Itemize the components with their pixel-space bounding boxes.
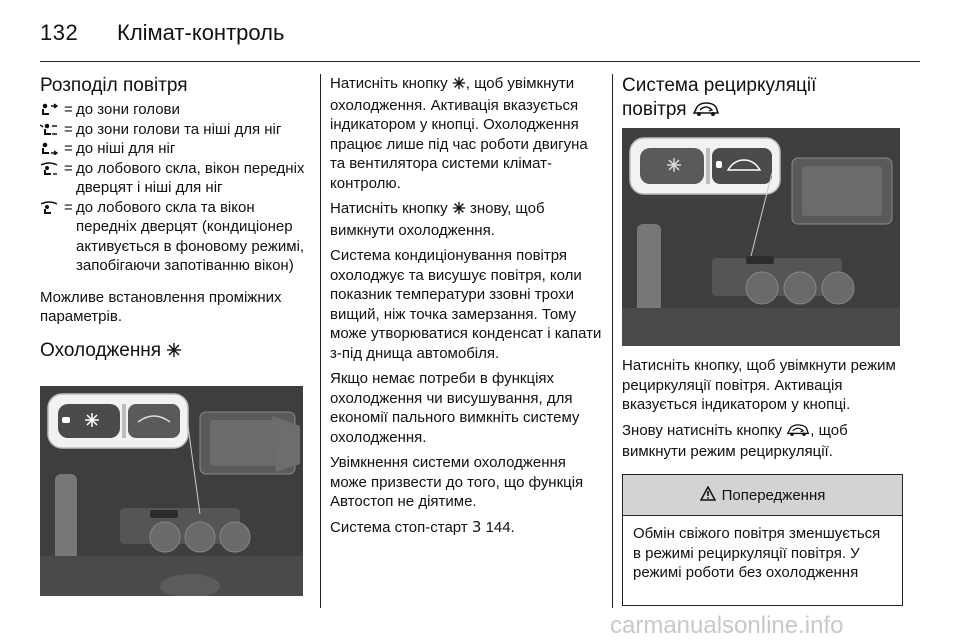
warning-text: Обмін свіжого повітря зменшується в режимі рециркуляції повітря. У режимі роботи без охолодження bbox=[633, 525, 881, 581]
reference-arrow: 3 bbox=[471, 517, 482, 536]
warning-title: Попередження bbox=[721, 486, 826, 504]
snowflake-icon bbox=[452, 76, 466, 96]
recirculation-paragraph-1: Натисніть кнопку, щоб увімкнути режим рециркуляції повітря. Активація вказується індикатором у кнопці. bbox=[622, 357, 896, 413]
cooling-p1-pre: Натисніть кнопку bbox=[330, 75, 448, 92]
feet-vent-icon bbox=[40, 139, 64, 159]
recirculation-paragraph-2 bbox=[622, 421, 904, 462]
page-number: 132 bbox=[40, 20, 79, 45]
vent-item-feet bbox=[40, 139, 310, 159]
page-title: Клімат-контроль bbox=[117, 20, 285, 45]
vent-eq: = bbox=[64, 198, 73, 216]
column-divider-2 bbox=[612, 74, 613, 608]
vent-eq: = bbox=[64, 159, 73, 177]
warning-triangle-icon bbox=[700, 486, 716, 505]
note-intermediate-settings: Можливе встановлення проміжних параметрів. bbox=[40, 288, 282, 325]
recirculation-heading-line1: Система рециркуляції bbox=[622, 75, 817, 96]
header-divider bbox=[40, 61, 920, 62]
vent-item-windscreen-feet bbox=[40, 159, 310, 198]
reference-text: Система стоп-старт bbox=[330, 518, 468, 536]
page-header bbox=[40, 14, 920, 54]
vent-eq: = bbox=[64, 120, 73, 138]
cooling-paragraph-2 bbox=[330, 199, 605, 240]
windscreen-vent-icon bbox=[40, 198, 64, 276]
vent-eq: = bbox=[64, 140, 73, 157]
section-heading-cooling bbox=[40, 339, 310, 365]
vent-item-windscreen bbox=[40, 198, 310, 276]
cooling-paragraph-1 bbox=[330, 74, 605, 193]
recirculation-p2-post: , щоб вимкнути режим рециркуляції. bbox=[622, 421, 848, 460]
cooling-p2-post: знову, щоб вимкнути охолодження. bbox=[330, 200, 545, 239]
vent-text: до зони голови bbox=[76, 101, 180, 118]
column-recirculation-text bbox=[622, 356, 904, 468]
recirculation-car-icon bbox=[692, 100, 720, 124]
cooling-paragraph-4: Якщо немає потреби в функціях охолодження чи висушування, для економії пального вимкніть систему охолодження. bbox=[330, 370, 580, 446]
vent-item-head-feet bbox=[40, 120, 310, 140]
recirculation-heading-line2: повітря bbox=[622, 99, 687, 120]
vent-item-head bbox=[40, 100, 310, 120]
cooling-paragraph-5: Увімкнення системи охолодження може призвести до того, що функція Автостоп не діятиме. bbox=[330, 454, 584, 510]
recirculation-button-illustration bbox=[622, 128, 900, 346]
warning-box bbox=[622, 474, 903, 606]
cooling-p2-pre: Натисніть кнопку bbox=[330, 200, 448, 217]
head-feet-vent-icon bbox=[40, 120, 64, 140]
recirculation-p2-pre: Знову натисніть кнопку bbox=[622, 421, 783, 439]
cooling-button-illustration bbox=[40, 386, 303, 596]
cooling-p1-post: , щоб увімкнути охолодження. Активація вказується індикатором у кнопці. Охолодження працює лише під час роботи двигуна та вентилятора системи клімат-контролю. bbox=[330, 75, 588, 192]
watermark: carmanualsonline.info bbox=[610, 612, 844, 639]
column-divider-1 bbox=[320, 74, 321, 608]
snowflake-icon bbox=[452, 201, 466, 221]
warning-header bbox=[623, 475, 902, 516]
vent-text: до лобового скла та вікон передніх дверцят (кондиціонер активується в фоновому режимі, запобігаючи запотіванню вікон) bbox=[76, 198, 305, 274]
column-cooling-text bbox=[330, 74, 605, 543]
reference-page-link[interactable]: 144. bbox=[485, 518, 515, 536]
vent-text: до лобового скла, вікон передніх дверцят і ніші для ніг bbox=[76, 159, 305, 196]
section-heading-air-distribution: Розподіл повітря bbox=[40, 75, 188, 96]
section-heading-recirculation bbox=[622, 74, 904, 124]
column-recirculation bbox=[622, 74, 904, 124]
vent-text: до ніші для ніг bbox=[76, 140, 176, 157]
windscreen-feet-vent-icon bbox=[40, 159, 64, 198]
head-vent-icon bbox=[40, 100, 64, 120]
recirculation-car-icon bbox=[786, 423, 810, 443]
stop-start-reference bbox=[330, 518, 605, 538]
column-air-distribution bbox=[40, 74, 310, 365]
vent-text: до зони голови та ніші для ніг bbox=[76, 120, 282, 138]
vent-eq: = bbox=[64, 101, 73, 118]
cooling-paragraph-3: Система кондиціонування повітря охолоджує та висушує повітря, коли показник температури ззовні трохи вищий, ніж точка замерзання. Тому може утворюватися конденсат і капати з-під днища автомобіля. bbox=[330, 247, 602, 362]
cooling-heading-text: Охолодження bbox=[40, 339, 162, 361]
snowflake-icon bbox=[166, 341, 182, 365]
